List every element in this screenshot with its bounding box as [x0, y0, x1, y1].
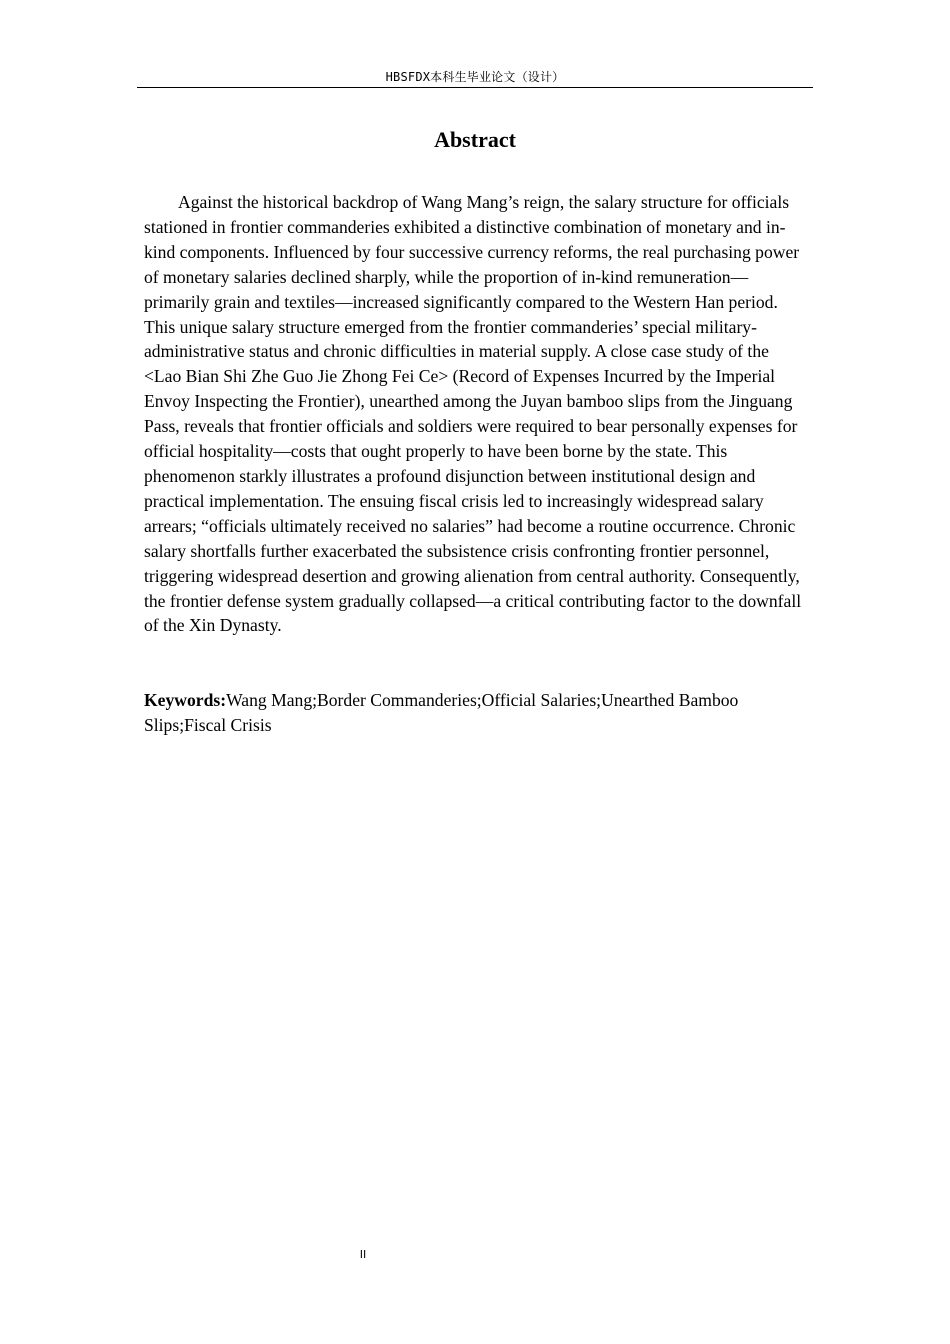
page-number: II: [359, 1248, 367, 1261]
abstract-paragraph: Against the historical backdrop of Wang Mang’s reign, the salary structure for officials stationed in frontier commanderies exhibited a distinctive combination of monetary and in-kind components. Influenced by four successive currency reforms, the real purchasing power of monetary salaries declined sharply, while the proportion of in-kind remuneration—primarily grain and textiles—increased significantly compared to the Western Han period. This unique salary structure emerged from the frontier commanderies’ special military-administrative status and chronic difficulties in material supply. A close case study of the <Lao Bian Shi Zhe Guo Jie Zhong Fei Ce> (Record of Expenses Incurred by the Imperial Envoy Inspecting the Frontier), unearthed among the Juyan bamboo slips from the Jinguang Pass, reveals that frontier officials and soldiers were required to bear personally expenses for official hospitality—costs that ought properly to have been borne by the state. This phenomenon starkly illustrates a profound disjunction between institutional design and practical implementation. The ensuing fiscal crisis led to increasingly widespread salary arrears; “officials ultimately received no salaries” had become a routine occurrence. Chronic salary shortfalls further exacerbated the subsistence crisis confronting frontier personnel, triggering widespread desertion and growing alienation from central authority. Consequently, the frontier defense system gradually collapsed—a critical contributing factor to the downfall of the Xin Dynasty.: [144, 192, 802, 636]
keywords-value: Wang Mang;Border Commanderies;Official Salaries;Unearthed Bamboo Slips;Fiscal Crisis: [144, 690, 739, 735]
running-header-text: HBSFDX本科生毕业论文（设计）: [385, 70, 565, 84]
running-header: [137, 68, 813, 88]
abstract-title: Abstract: [434, 127, 516, 152]
keywords-label: Keywords:: [144, 690, 227, 710]
keywords-line: [144, 688, 808, 738]
